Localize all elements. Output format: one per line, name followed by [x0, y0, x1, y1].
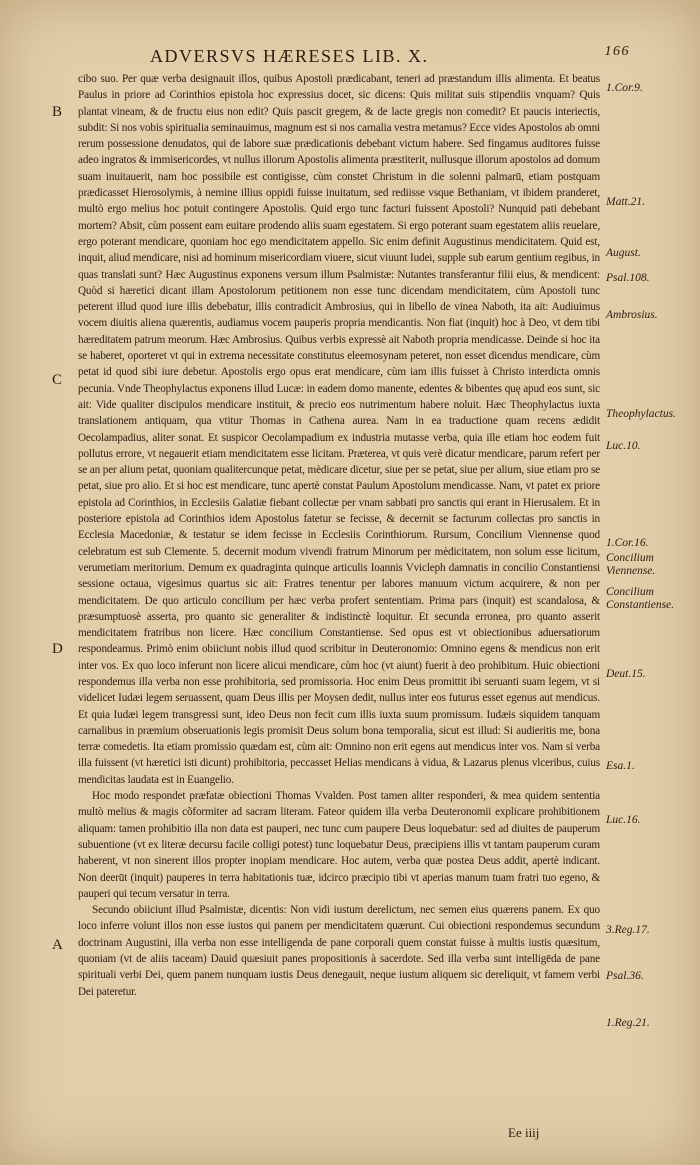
- section-letter-d: D: [52, 641, 63, 657]
- margin-ref: 1.Reg.21.: [606, 1017, 650, 1029]
- page-header: [150, 46, 630, 68]
- paragraph: cibo suo. Per quæ verba designauit illos, quibus Apostoli prædicabant, teneri ad præstandum illis alimenta. Et beatus Paulus in priore ad Corinthios epistola hoc expressius docet, sic dicens: Quis militat suis stipendiis vnquam? Quis plantat vineam, & de fructu eius non edit? Quis pascit gregem, & de lacte gregis non comedit? Et paucis interiectis, subdit: Si nos vobis spiritualia seminauimus, magnum est si nos carnalia vestra metamus? Ecce vides Apostolos ab omni rerum possessione denudatos, qui de labore suæ prædicationis debebant victum habere. Sed fingamus auditores fuisse adeo ingratos & immisericordes, vt nullus illorum Apostolis alimenta præstiterit, nullusque illorum apostolos ad domum suam inuitauerit, nam hoc possibile est contigisse, cùm constet Christum in die solenni palmarū, etiam postquam prædicasset Hierosolymis, à nemine illius oppidi fuisse inuitatum, sed rediisse vsque Bethaniam, vt ibidem pranderet, multò ergo melius hoc potuit contingere Apostolis. Quid ergo tunc facturi fuissent Apostoli? Nunquid pati debebant mortem? Absit, cùm possent eam euitare prodendo aliis suam egestatem. Si ergo poterant suam egestatem aliis reuelare, ergo poterant mendicare, quoniam hoc ego mendicitatem appello. Sic enim definit Augustinus mendicitatem. Quid est, inquit, aliud mendicare, nisi ad hominum misericordiam viuere, sicut viuunt Iudei, supple sub earum gentium regibus, in quas translati sunt? Hæc Augustinus exponens versum illum Psalmistæ: Nutantes transferantur filii eius, & mendicent: Quòd si hæretici dicant illam Apostolorum petitionem non esse tunc dicendam mendicitatem, cùm Apostoli tunc peterent illud quod iure illis debebatur, illis contradicit Ambrosius, qui in libello de vinea Naboth, ita ait: Audiuimus vocem diuitis aliena quærentis, audiamus vocem pauperis propria mendicantis. Non fiat (inquit) hoc à Deo, vt dem tibi hæreditatem patrum meorum. Hæc Ambrosius. Quibus verbis expressè ait Naboth propria mendicasse. Deinde si hoc ita se haberet, oporteret vt qui in extrema necessitate constitutus eleemosynam peteret, non esset dicendus mendicare, cùm petat id quod sibi iure debetur. Apostolis ergo opus erat mendicare, cùm iam illis fuisset à Christo interdicta omnis pecunia. Vnde Theophylactus exponens illud Lucæ: in eadem domo manente, edentes & bibentes quę apud eos sunt, sic ait: Vide qualiter discipulos mendicare instituit, & precio eos nutrimentum habere noluit. Hæc Theophylactus iuxta translationem antiquam, qua vtitur Thomas in Cathena aurea. Nam in ea traductione quam recens ædidit Oecolampadius, aliter sonat. Et suspicor Oecolampadium ex industria mutasse verba, quia ille etiam hoc eodem fuit pollutus errore, vt negauerit etiam mendicitatem esse licitam. Præterea, vt quis verè dicatur mendicare, parum refert per se an per alium petat, quoniam qualitercunque petat, mèdicare dicetur, siue per se petat, siue per alium, siue etiam pro se petat, siue pro alio. Et si hoc est mendicare, tunc apertè constat Paulum Apostolum mendicasse. Nam, vt patet ex priore epistola ad Corinthios, in Ecclesiis Galatiæ fiebant collectæ per vnam sabbati pro sanctis qui erant in Hierusalem. Et in posteriore epistola ad Corinthios idem Apostolus fatetur se fecisse, & decernit se facturum collectas pro sanctis in Ecclesia Macedoniæ, & testatur se idem fecisse in Ecclesiis Corinthiorum. Rursum, Concilium Viennense quod celebratum est sub Clemente. 5. decernit modum vivendi fratrum Minorum per mèdicitatem, non solum esse licitum, verumetiam meritorium. Demum ex quadraginta quinque articulis Ioannis Vvicleph damnatis in concilio Constantiensi sessione octaua, vigesimus quartus sic ait: Fratres tenentur per labores manuum victum acquirere, & non per mendicitatem. De quo articulo concilium per hæc verba profert sententiam. Prima pars (inquit) est scandalosa, & præsumptuosè asserta, pro quanto sic generaliter & indistinctè loquitur. Et secunda erronea, pro quanto asserit mendicitatem fratribus non licere. Hæc concilium Constantiense. Sed opus est vt obiectionibus aduersatiorum respondeamus. Primò enim obiiciunt nobis illud quod scribitur in Deuteronomio: Omnino egens & mendicus non erit inter vos. Ex quo loco inferunt non licere alicui mendicare, cùm hoc (vt aiunt) fuerit à deo prohibitum. Huic obiectioni respondemus illa verba non esse prohibitoria, sed promissoria. Hoc enim Deus promittit ibi seruanti suam legem, vt si videlicet Iudæi legem seruassent, quam Deus illis per Moysen dedit, nullus inter eos futurus esset egenus aut mendicus. Et quia Iudæi legem transgressi sunt, ideo Deus non fecit cum illis iuxta suum promissum. Iudæis siquidem tanquam carnalibus in præmium obseruationis legis promisit Deus solum bona temporalia, sicut est illud: Si audieritis me, bona terræ comedetis. Ita etiam promissio quædam est, cùm ait: Omnino non erit egens aut mendicus inter vos. Nam si verba illa fuissent (vt hæretici isti dicunt) prohibitoria, peccasset Helias mendicans à vidua, & Lazarus plenus vlceribus, cuius mendicitas laudata est in Euangelio.: [78, 73, 600, 786]
- margin-ref: 1.Cor.9.: [606, 82, 643, 94]
- margin-ref: Luc.10.: [606, 440, 641, 452]
- section-letter-c: C: [52, 372, 63, 388]
- margin-ref: Deut.15.: [606, 668, 646, 680]
- margin-ref: Theophylactus.: [606, 408, 676, 420]
- margin-ref: Psal.36.: [606, 970, 644, 982]
- margin-ref: Luc.16.: [606, 814, 641, 826]
- margin-ref: August.: [606, 247, 641, 259]
- margin-ref: Ambrosius.: [606, 309, 658, 321]
- paragraph: Secundo obiiciunt illud Psalmistæ, dicentis: Non vidi iustum derelictum, nec semen eius quærens panem. Ex quo loco inferre volunt illos non esse iustos qui panem per mendicitatem quærunt. Cui obiectioni respondemus secundum doctrinam Augustini, illa verba non esse intelligenda de pane corporali quem constat fuisse à multis iustis quæsitum, quoniam (vt de aliis taceam) Dauid quæsiuit panes propositionis à sacerdote. Sed illa verba sunt intelligēda de pane spirituali verbi Dei, quem panem nunquam iustis Deus denegauit, neque iustum aliquem sic dereliquit, vt famem verbi Dei pateretur.: [78, 904, 600, 998]
- running-title: ADVERSVS HÆRESES LIB. X.: [150, 46, 429, 66]
- margin-ref: 1.Cor.16.: [606, 537, 649, 549]
- margin-ref: 3.Reg.17.: [606, 924, 650, 936]
- margin-ref: Esa.1.: [606, 760, 635, 772]
- main-text-column: [78, 71, 600, 1000]
- signature-mark: Ee iiij: [508, 1125, 540, 1140]
- margin-ref: Concilium Viennense.: [606, 552, 656, 577]
- folio-number: 166: [604, 44, 630, 59]
- section-letter-a: A: [52, 937, 63, 953]
- section-letter-b: B: [52, 104, 63, 120]
- margin-ref: Psal.108.: [606, 272, 650, 284]
- margin-ref: Matt.21.: [606, 196, 645, 208]
- paragraph: Hoc modo respondet præfatæ obiectioni Thomas Vvalden. Post tamen aliter responderi, & mea quidem sententia multò melius & magis cõformiter ad sacram literam. Fateor quidem illa verba Deuteronomii explicare prohibitionem aliquam: tamen prohibitio illa non data est pauperi, nec tunc cum paupere Deus loquebatur: sed ad diuites de pauperum subuentione (vt ex literæ decursu facile colligi potest) tunc loquebatur Deus, præcipiens illis vt tantam pauperum curam haberent, vt non sinerent illos propter inopiam mendicare. Hoc autem, verba quæ postea Deus addit, apertè indicant. Non deerūt (inquit) pauperes in terra habitationis tuæ, idcirco præcipio tibi vt aperias manum tuam fratri tuo egeno, & pauperi qui tecum versatur in terra.: [78, 790, 600, 900]
- margin-ref: Concilium Constantiense.: [606, 586, 675, 611]
